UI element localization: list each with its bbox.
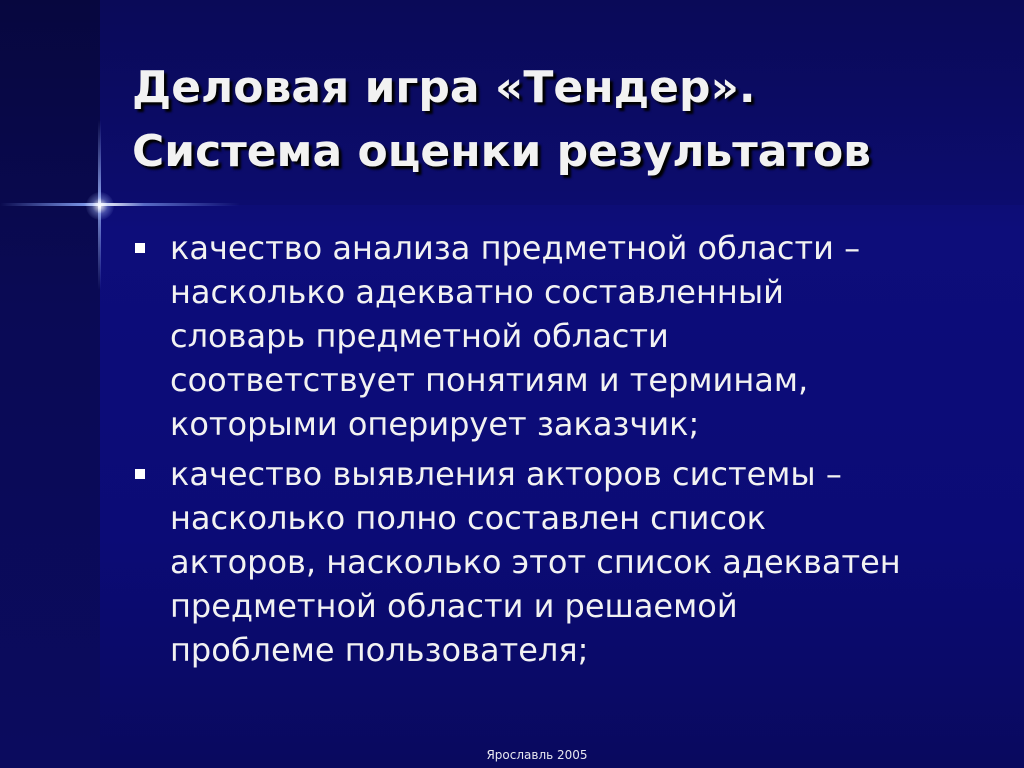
bullet-item [130, 452, 990, 672]
slide-title-line-1: Деловая игра «Тендер». [132, 62, 756, 113]
square-bullet-icon [135, 469, 145, 479]
bullet-item [130, 226, 990, 446]
bullet-list [130, 226, 990, 678]
slide-title [132, 56, 1012, 184]
light-flare-glow [86, 192, 114, 220]
light-flare-horizontal [0, 203, 240, 206]
footer-text: Ярославль 2005 [486, 748, 588, 762]
slide-title-line-2: Система оценки результатов [132, 126, 872, 177]
bullet-text: качество выявления акторов системы – насколько полно составлен список акторов, насколько этот список адекватен предметной области и решаемой проблеме пользователя; [170, 455, 901, 669]
bullet-text: качество анализа предметной области – насколько адекватно составленный словарь предметной области соответствует понятиям и терминам, которыми оперирует заказчик; [170, 229, 861, 443]
square-bullet-icon [135, 243, 145, 253]
left-decor-band [0, 0, 100, 768]
